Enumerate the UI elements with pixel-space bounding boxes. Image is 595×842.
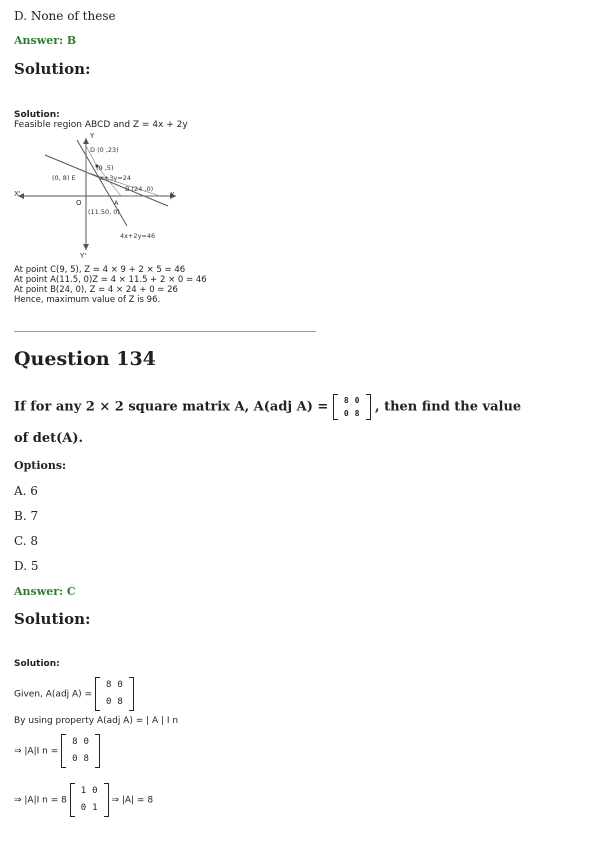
y-neg-axis-arrow	[83, 244, 89, 250]
step2-result: ⇒ |A| = 8	[111, 795, 154, 806]
option-b: B. 7	[14, 509, 39, 523]
solution-heading: Solution:	[14, 60, 91, 78]
step1-matrix: 8 0 0 8	[61, 734, 100, 768]
solution-heading: Solution:	[14, 610, 91, 628]
property-text: By using property A(adj A) = | A | I n	[14, 716, 179, 726]
step2-matrix: 1 0 0 1	[70, 783, 109, 817]
point-line: At point C(9, 5), Z = 4 × 9 + 2 × 5 = 46	[14, 265, 186, 275]
label-d: D (0 ,23)	[90, 146, 119, 154]
label-a: A	[114, 199, 119, 207]
step1-line	[14, 734, 100, 768]
step1-text: ⇒ |A|I n =	[14, 746, 59, 757]
label-line1: x+3y=24	[100, 174, 131, 182]
answer-label: Answer: C	[14, 585, 76, 598]
section-divider	[14, 331, 316, 332]
options-label: Options:	[14, 459, 67, 472]
solution-title: Solution:	[14, 110, 60, 120]
step2-text: ⇒ |A|I n = 8	[14, 795, 67, 806]
label-e: (0, 8) E	[52, 174, 76, 182]
question-text-line2: of det(A).	[14, 431, 84, 446]
step2-line	[14, 783, 153, 817]
label-origin: O	[76, 199, 82, 207]
point-line: At point A(11.5, 0)Z = 4 × 11.5 + 2 × 0 = 46	[14, 275, 207, 285]
label-a-coord: (11.50, 0)	[88, 208, 120, 216]
question-title: Question 134	[14, 348, 156, 370]
option-c: C. 8	[14, 534, 39, 548]
label-y: Y	[90, 132, 95, 140]
label-y-neg: Y'	[80, 252, 87, 260]
question-text-part2: , then find the value	[375, 399, 522, 415]
feasible-region-graph	[0, 0, 260, 270]
label-c: (9 ,5)	[96, 164, 114, 172]
label-b: B (24 ,0)	[125, 185, 154, 193]
question-text-part1: If for any 2 × 2 square matrix A, A(adj A) =	[14, 399, 329, 415]
feasible-text: Feasible region ABCD and Z = 4x + 2y	[14, 120, 188, 130]
question-text-line1	[14, 394, 521, 420]
given-text: Given, A(adj A) =	[14, 689, 93, 700]
given-matrix: 8 0 0 8	[95, 677, 134, 711]
option-d: D. None of these	[14, 9, 116, 23]
solution-title: Solution:	[14, 659, 60, 669]
label-x: X	[170, 191, 175, 199]
answer-label: Answer: B	[14, 34, 77, 47]
point-line: At point B(24, 0), Z = 4 × 24 + 0 = 26	[14, 285, 178, 295]
option-d: D. 5	[14, 559, 39, 573]
question-matrix: 8 0 0 8	[333, 394, 371, 420]
label-line2: 4x+2y=46	[120, 232, 156, 240]
y-axis-arrow	[83, 138, 89, 144]
option-a: A. 6	[14, 484, 38, 498]
point-line: Hence, maximum value of Z is 96.	[14, 295, 161, 305]
points-list	[14, 265, 207, 305]
given-line	[14, 677, 134, 711]
label-x-neg: X'	[14, 190, 21, 198]
